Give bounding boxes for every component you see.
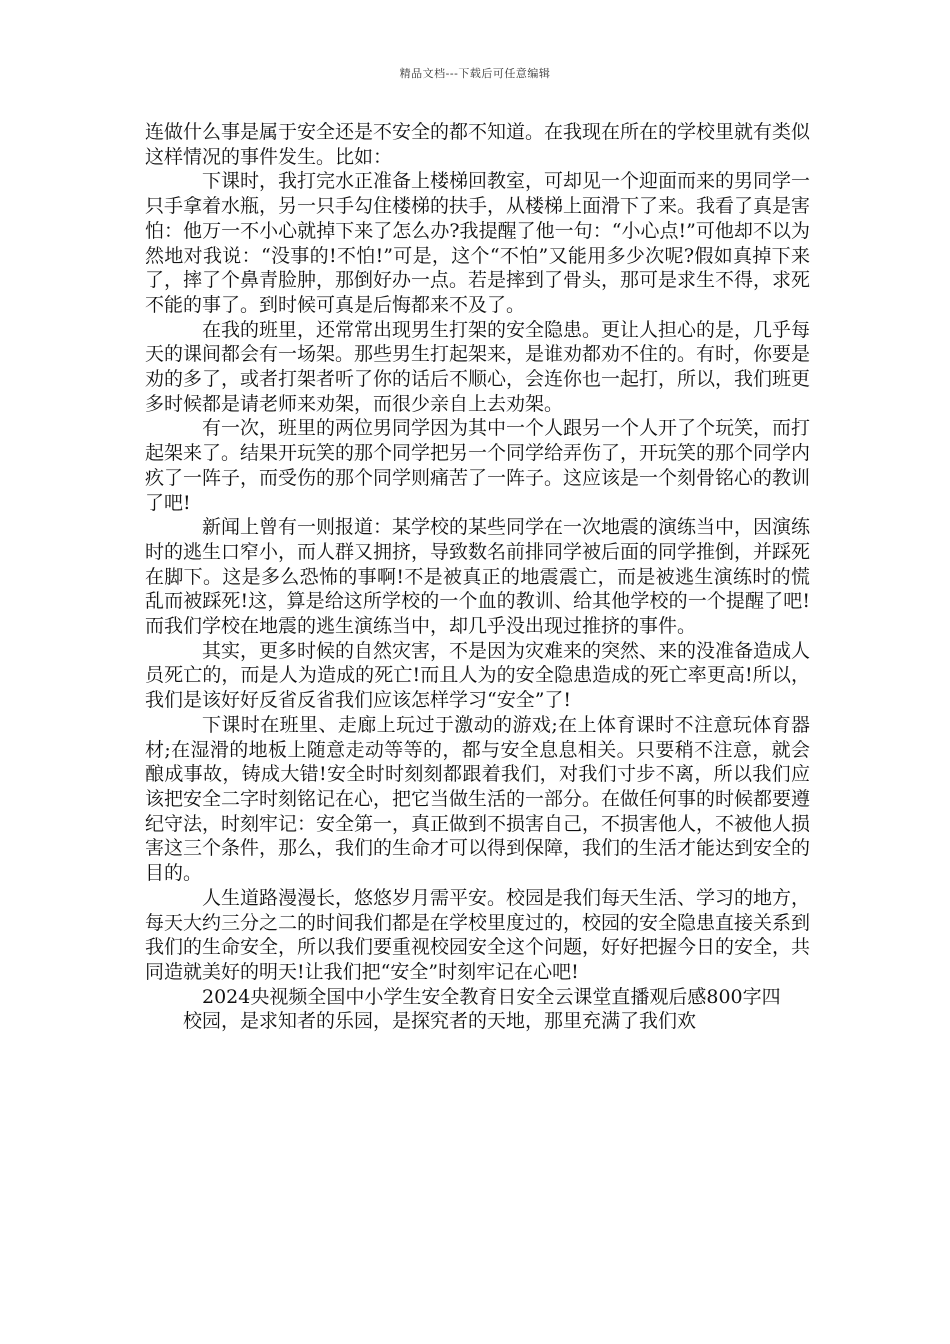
paragraph-9: 校园，是求知者的乐园，是探究者的天地，那里充满了我们欢	[183, 1010, 697, 1033]
paragraph-5: 新闻上曾有一则报道：某学校的某些同学在一次地震的演练当中，因演练时的逃生口窄小，而人群又拥挤，导致数名前排同学被后面的同学推倒，并踩死在脚下。这是多么恐怖的事啊!不是被真正的地震震亡，而是被逃生演练时的慌乱而被踩死!这，算是给这所学校的一个血的教训、给其他学校的一个提醒了吧!而我们学校在地震的逃生演练当中，却几乎没出现过推挤的事件。	[145, 516, 811, 638]
paragraph-4: 有一次，班里的两位男同学因为其中一个人跟另一个人开了个玩笑，而打起架来了。结果开玩笑的那个同学把另一个同学给弄伤了，开玩笑的那个同学内疚了一阵子，而受伤的那个同学则痛苦了一阵子。这应该是一个刻骨铭心的教训了吧!	[145, 417, 811, 514]
paragraph-6: 其实，更多时候的自然灾害，不是因为灾难来的突然、来的没准备造成人员死亡的，而是人为造成的死亡!而且人为的安全隐患造成的死亡率更高!所以，我们是该好好反省反省我们应该怎样学习“安全”了!	[145, 639, 811, 712]
paragraph-2: 下课时，我打完水正准备上楼梯回教室，可却见一个迎面而来的男同学一只手拿着水瓶，另一只手勾住楼梯的扶手，从楼梯上面滑下了来。我看了真是害怕：他万一不小心就掉下来了怎么办?我提醒了他一句：“小心点!”可他却不以为然地对我说：“没事的!不怕!”可是，这个“不怕”又能用多少次呢?假如真掉下来了，摔了个鼻青脸肿，那倒好办一点。若是摔到了骨头，那可是求生不得，求死不能的事了。到时候可真是后悔都来不及了。	[145, 170, 811, 316]
paragraph-3: 在我的班里，还常常出现男生打架的安全隐患。更让人担心的是，几乎每天的课间都会有一场架。那些男生打起架来，是谁劝都劝不住的。有时，你要是劝的多了，或者打架者听了你的话后不顺心，会连你也一起打，所以，我们班更多时候都是请老师来劝架，而很少亲自上去劝架。	[145, 318, 811, 415]
page-header: 精品文档---下载后可任意编辑	[399, 67, 551, 80]
paragraph-7: 下课时在班里、走廊上玩过于激动的游戏;在上体育课时不注意玩体育器材;在湿滑的地板上随意走动等等的，都与安全息息相关。只要稍不注意，就会酿成事故，铸成大错!安全时时刻刻都跟着我们，对我们寸步不离，所以我们应该把安全二字时刻铭记在心，把它当做生活的一部分。在做任何事的时候都要遵纪守法，时刻牢记：安全第一，真正做到不损害自己，不损害他人，不被他人损害这三个条件，那么，我们的生命才可以得到保障，我们的生活才能达到安全的目的。	[145, 713, 811, 885]
paragraph-8: 人生道路漫漫长，悠悠岁月需平安。校园是我们每天生活、学习的地方，每天大约三分之二的时间我们都是在学校里度过的，校园的安全隐患直接关系到我们的生命安全，所以我们要重视校园安全这个问题，好好把握今日的安全，共同造就美好的明天!让我们把“安全”时刻牢记在心吧!	[145, 886, 811, 983]
document-body	[145, 120, 810, 1034]
section-title: 2024央视频全国中小学生安全教育日安全云课堂直播观后感800字四	[202, 985, 781, 1008]
paragraph-1: 连做什么事是属于安全还是不安全的都不知道。在我现在所在的学校里就有类似这样情况的事件发生。比如：	[145, 121, 811, 168]
